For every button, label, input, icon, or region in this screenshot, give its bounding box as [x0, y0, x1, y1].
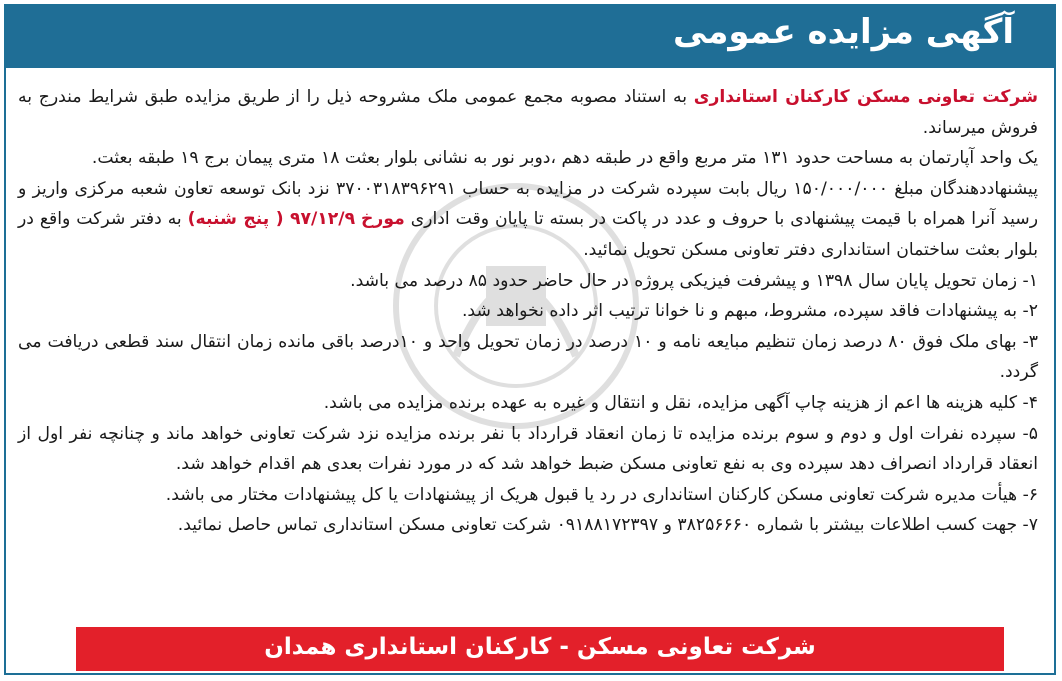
- deadline-label: مورخ: [361, 209, 405, 230]
- property-paragraph: یک واحد آپارتمان به مساحت حدود ۱۳۱ متر مربع واقع در طبقه دهم ،دوبر نور به نشانی بلوار بعثت ۱۸ متری پیمان برج ۱۹ طبقه بعثت.: [91, 148, 1038, 169]
- intro-paragraph: [18, 82, 1038, 143]
- deadline-date: ۹۷/۱۲/۹ ( پنج شنبه): [187, 209, 356, 230]
- condition-3: ۳- بهای ملک فوق ۸۰ درصد زمان تنظیم مبایعه نامه و ۱۰ درصد در زمان تحویل واحد و ۱۰درصد باقی مانده زمان انتقال سند قطعی دریافت می گردد.: [18, 331, 1039, 383]
- footer-text: شرکت تعاونی مسکن - کارکنان استانداری همدان: [264, 634, 816, 660]
- condition-7: ۷- جهت کسب اطلاعات بیشتر با شماره ۳۸۲۵۶۶۶۰ و ۰۹۱۸۸۱۷۲۳۹۷ شرکت تعاونی مسکن استانداری تماس حاصل نمائید.: [177, 515, 1038, 536]
- company-name: شرکت تعاونی مسکن کارکنان استانداری: [693, 87, 1038, 107]
- condition-4: ۴- کلیه هزینه ها اعم از هزینه چاپ آگهی مزایده، نقل و انتقال و غیره به عهده برنده مزایده می باشد.: [323, 392, 1038, 413]
- header-bar: [6, 6, 1054, 68]
- ad-body: [18, 82, 1038, 541]
- condition-2: ۲- به پیشنهادات فاقد سپرده، مشروط، مبهم و نا خوانا ترتیب اثر داده نخواهد شد.: [461, 301, 1038, 322]
- condition-6: ۶- هیأت مدیره شرکت تعاونی مسکن کارکنان استانداری در رد یا قبول هریک از پیشنهادات یا کل پیشنهادات مختار می باشد.: [165, 484, 1038, 505]
- intro-text: به استناد مصوبه مجمع عمومی ملک مشروحه ذیل را از طریق مزایده طبق شرایط مندرج به فروش میرساند.: [18, 87, 1038, 138]
- ad-frame: [4, 4, 1056, 675]
- deposit-paragraph: [18, 174, 1038, 266]
- ad-title: آگهی مزایده عمومی: [672, 12, 1014, 52]
- deposit-text-b: به دفتر شرکت واقع در بلوار بعثت ساختمان استانداری دفتر تعاونی مسکن تحویل نمائید.: [18, 209, 1038, 260]
- condition-1: ۱- زمان تحویل پایان سال ۱۳۹۸ و پیشرفت فیزیکی پروژه در حال حاضر حدود ۸۵ درصد می باشد.: [350, 270, 1038, 291]
- footer-banner: [76, 627, 1004, 671]
- deposit-text-a: پیشنهاددهندگان مبلغ ۱۵۰/۰۰۰/۰۰۰ ریال بابت سپرده شرکت در مزایده به حساب ۳۷۰۰۳۱۸۳۹۶۲۹۱ نزد بانک توسعه تعاون شعبه مرکزی واریز و رسید آنرا همراه با قیمت پیشنهادی با حروف و عدد در پاکت در بسته تا پایان وقت اداری: [18, 178, 1038, 230]
- condition-5: ۵- سپرده نفرات اول و دوم و سوم برنده مزایده تا زمان انعقاد قرارداد با نفر برنده مزایده نزد شرکت تعاونی خواهد ماند و چنانچه نفر اول از انعقاد قرارداد انصراف دهد سپرده وی به نفع تعاونی مسکن ضبط خواهد شد که در مورد نفرات بعدی هم اقدام خواهد شد.: [18, 423, 1038, 475]
